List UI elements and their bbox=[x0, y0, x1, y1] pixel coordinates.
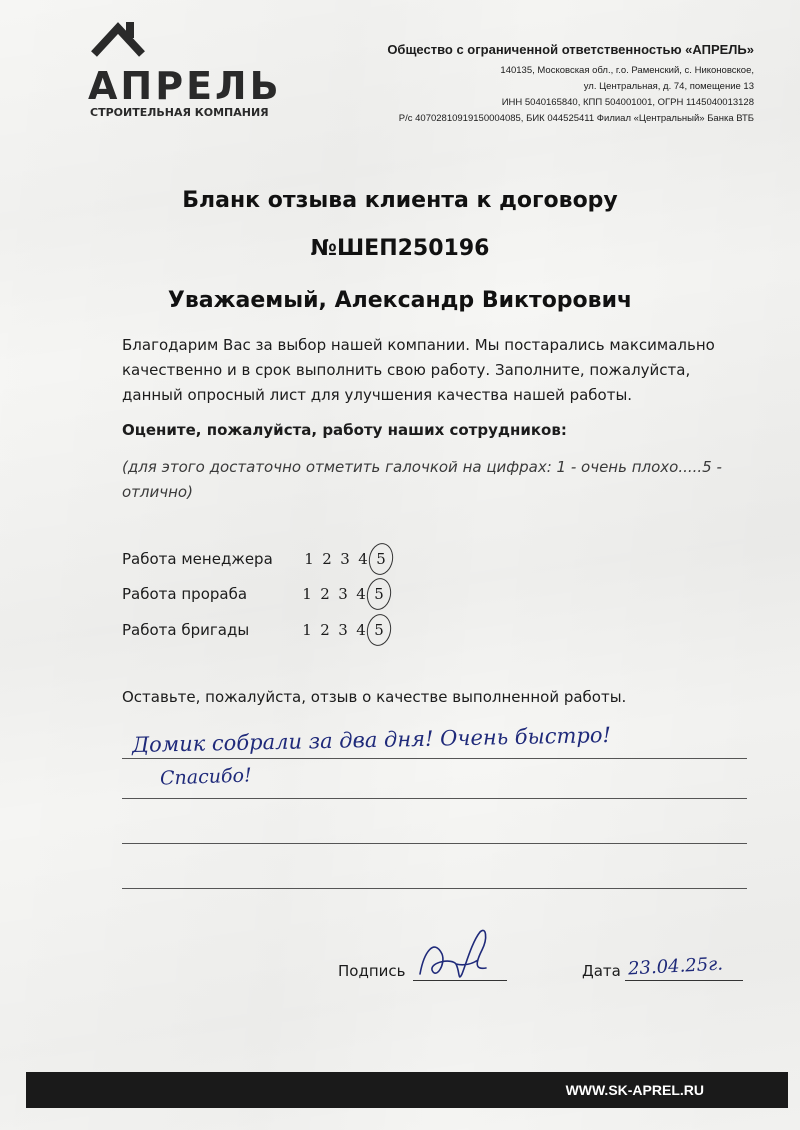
roof-icon bbox=[88, 18, 148, 60]
rating-option[interactable]: 2 bbox=[320, 621, 330, 639]
rating-option[interactable]: 4 bbox=[358, 550, 368, 568]
intro-text: Благодарим Вас за выбор нашей компании. Мы постарались максимально качественно и в срок выполнить свою работу. Заполните, пожалуйста, данный опросный лист для улучшения качества нашей работы. bbox=[122, 336, 715, 404]
selection-circle-mark bbox=[364, 576, 393, 612]
feedback-line bbox=[122, 843, 747, 844]
rating-row-manager bbox=[122, 545, 442, 575]
date-handwriting[interactable]: 23.04.25г. bbox=[627, 953, 724, 980]
rating-option-value: 5 bbox=[376, 550, 386, 568]
company-ids: ИНН 5040165840, КПП 504001001, ОГРН 1145040013128 bbox=[501, 97, 754, 108]
rating-option[interactable]: 3 bbox=[340, 550, 350, 568]
rating-scale bbox=[298, 621, 388, 639]
logo-subtitle: СТРОИТЕЛЬНАЯ КОМПАНИЯ bbox=[90, 106, 269, 119]
signature-line[interactable] bbox=[413, 980, 507, 981]
rate-hint: (для этого достаточно отметить галочкой на цифрах: 1 - очень плохо.....5 - отлично) bbox=[122, 458, 722, 501]
footer-bar bbox=[26, 1072, 788, 1108]
feedback-handwriting-line1[interactable]: Домик собрали за два дня! Очень быстро! bbox=[131, 722, 612, 758]
company-name: Общество с ограниченной ответственностью «АПРЕЛЬ» bbox=[387, 42, 754, 57]
form-title: Бланк отзыва клиента к договору bbox=[182, 188, 618, 213]
feedback-line bbox=[122, 798, 747, 799]
company-details bbox=[324, 42, 754, 127]
rate-prompt: Оцените, пожалуйста, работу наших сотрудников: bbox=[122, 421, 567, 439]
rating-option[interactable]: 1 bbox=[302, 585, 312, 603]
rating-option[interactable]: 2 bbox=[322, 550, 332, 568]
logo-wordmark: АПРЕЛЬ bbox=[88, 64, 282, 108]
selection-circle-mark bbox=[366, 541, 395, 577]
feedback-line bbox=[122, 758, 747, 759]
footer-website-link[interactable]: WWW.SK-APREL.RU bbox=[565, 1082, 704, 1098]
rating-option[interactable]: 1 bbox=[304, 550, 314, 568]
feedback-line bbox=[122, 888, 747, 889]
rating-option[interactable]: 2 bbox=[320, 585, 330, 603]
selection-circle-mark bbox=[364, 612, 393, 648]
company-bank: Р/с 40702810919150004085, БИК 044525411 Филиал «Центральный» Банка ВТБ bbox=[398, 113, 754, 124]
rating-option-value: 5 bbox=[374, 585, 384, 603]
rating-label: Работа прораба bbox=[122, 585, 248, 603]
rating-scale bbox=[300, 550, 390, 568]
greeting: Уважаемый, Александр Викторович bbox=[167, 288, 633, 313]
company-logo bbox=[88, 18, 288, 128]
date-line[interactable] bbox=[625, 980, 743, 981]
company-address-line1: 140135, Московская обл., г.о. Раменский, с. Никоновское, bbox=[500, 65, 754, 76]
rating-option-value: 5 bbox=[374, 621, 384, 639]
rating-option[interactable]: 4 bbox=[356, 621, 366, 639]
rating-option-selected[interactable] bbox=[370, 621, 388, 639]
rating-option[interactable]: 4 bbox=[356, 585, 366, 603]
rating-row-foreman bbox=[122, 580, 442, 610]
rating-option-selected[interactable] bbox=[372, 550, 390, 568]
rating-option[interactable]: 1 bbox=[302, 621, 312, 639]
rating-row-crew bbox=[122, 616, 442, 646]
rating-option[interactable]: 3 bbox=[338, 585, 348, 603]
feedback-handwriting-line2[interactable]: Спасибо! bbox=[159, 764, 253, 790]
rating-label: Работа бригады bbox=[122, 621, 250, 639]
rating-label: Работа менеджера bbox=[122, 550, 273, 568]
company-address-line2: ул. Центральная, д. 74, помещение 13 bbox=[583, 81, 754, 92]
contract-number: №ШЕП250196 bbox=[310, 236, 490, 261]
signature-label: Подпись bbox=[338, 962, 406, 980]
date-label: Дата bbox=[582, 962, 621, 980]
rating-option[interactable]: 3 bbox=[338, 621, 348, 639]
rating-scale bbox=[298, 585, 388, 603]
feedback-prompt: Оставьте, пожалуйста, отзыв о качестве выполненной работы. bbox=[122, 688, 627, 706]
rating-option-selected[interactable] bbox=[370, 585, 388, 603]
